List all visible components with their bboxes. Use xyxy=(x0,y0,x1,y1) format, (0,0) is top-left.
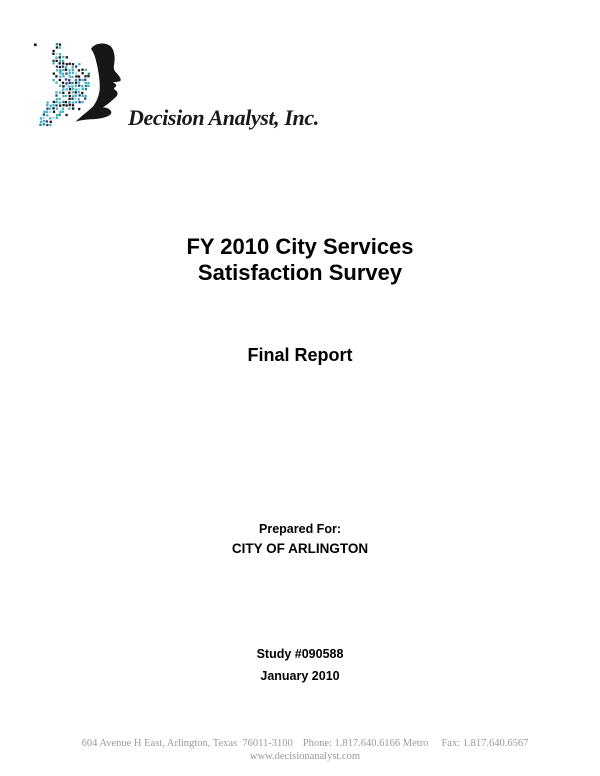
report-title-line2: Satisfaction Survey xyxy=(197,260,403,285)
prepared-for-block xyxy=(0,521,600,558)
company-logo xyxy=(33,40,333,132)
faces-logo-icon xyxy=(33,40,128,128)
page-footer xyxy=(10,738,600,763)
company-wordmark: Decision Analyst, Inc. xyxy=(128,105,319,130)
report-title-line1: FY 2010 City Services xyxy=(186,234,414,259)
client-name: CITY OF ARLINGTON xyxy=(231,541,369,556)
face-silhouette-icon xyxy=(76,43,121,121)
report-subtitle: Final Report xyxy=(247,345,353,365)
report-date: January 2010 xyxy=(260,669,340,683)
footer-website: www.decisionanalyst.com xyxy=(249,750,361,762)
prepared-for-label: Prepared For: xyxy=(259,522,341,536)
study-block xyxy=(0,646,600,684)
footer-fax: Fax: 1.817.640.6567 xyxy=(441,738,529,749)
report-title xyxy=(0,234,600,286)
study-number: Study #090588 xyxy=(256,647,344,661)
footer-phone: Phone: 1.817.640.6166 Metro xyxy=(302,738,429,749)
footer-address: 604 Avenue H East, Arlington, Texas 76011-3100 xyxy=(81,738,293,749)
mosaic-face-icon xyxy=(34,43,90,126)
footer-contact-line xyxy=(10,738,600,751)
